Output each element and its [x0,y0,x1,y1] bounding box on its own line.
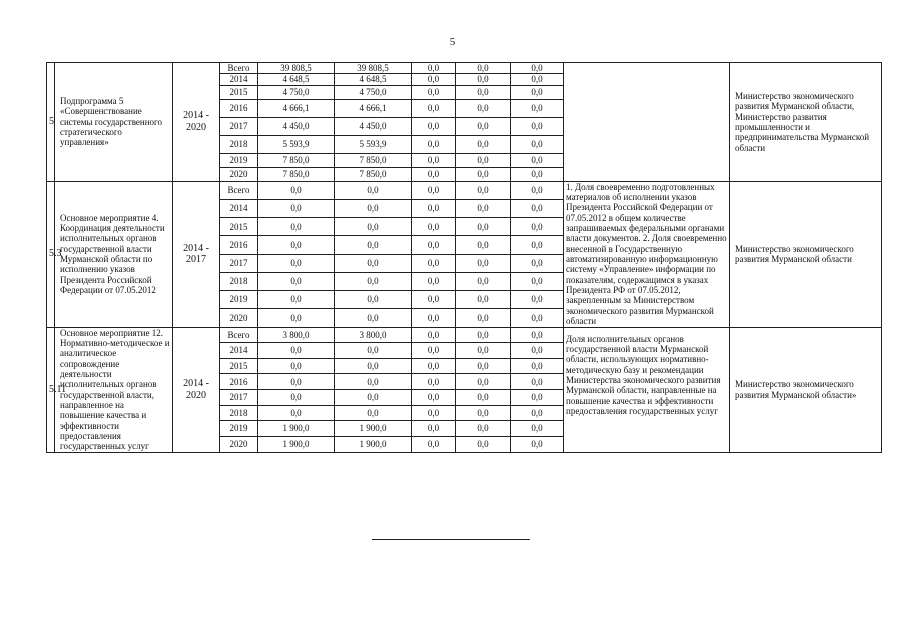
value-cell: 39 808,5 [335,63,412,74]
value-cell: 4 666,1 [258,99,335,117]
year-cell: 2019 [220,153,258,167]
value-cell: 3 800,0 [258,327,335,343]
value-cell: 0,0 [456,199,511,217]
year-cell: 2015 [220,85,258,99]
responsible-cell: Министерство экономического развития Мурманской области, Министерство развития промышленности и предпринимательства Мурманской области [730,63,882,182]
value-cell: 0,0 [412,199,456,217]
block-name: Основное мероприятие 12. Нормативно-методическое и аналитическое сопровождение деятельности исполнительных органов государственной власти, направленное на повышение качества и эффективности предоставления государственных услуг [55,327,173,452]
value-cell: 0,0 [412,153,456,167]
value-cell: 0,0 [511,309,564,327]
value-cell: 0,0 [258,218,335,236]
value-cell: 1 900,0 [335,436,412,452]
block-number: 5 [47,63,55,182]
year-cell: Всего [220,63,258,74]
block-number: 5.11 [47,327,55,452]
value-cell: 4 450,0 [258,117,335,135]
value-cell: 0,0 [335,218,412,236]
value-cell: 0,0 [412,421,456,437]
year-cell: 2018 [220,272,258,290]
value-cell: 0,0 [456,74,511,85]
value-cell: 0,0 [511,74,564,85]
block-name: Подпрограмма 5 «Совершенствование системы государственного стратегического управления» [55,63,173,182]
value-cell: 0,0 [258,358,335,374]
year-cell: 2017 [220,390,258,406]
block-number: 5.3 [47,181,55,327]
value-cell: 0,0 [456,153,511,167]
year-cell: 2016 [220,374,258,390]
value-cell: 0,0 [335,405,412,421]
value-cell: 1 900,0 [335,421,412,437]
value-cell: 0,0 [456,390,511,406]
value-cell: 4 750,0 [258,85,335,99]
indicator-cell: 1. Доля своевременно подготовленных материалов об исполнении указов Президента Российской Федерации от 07.05.2012 в общем количестве запрашиваемых федеральными органами власти документов. 2. Доля своевременно внесенной в Государственную автоматизированную информационную систему «Управление» информации по показателям, содержащимся в указах Президента РФ от 07.05.2012, закрепленным за Министерством экономического развития Мурманской области [564,181,730,327]
value-cell: 0,0 [412,358,456,374]
value-cell: 7 850,0 [258,153,335,167]
value-cell: 0,0 [456,374,511,390]
value-cell: 0,0 [511,374,564,390]
year-cell: 2014 [220,199,258,217]
value-cell: 0,0 [456,358,511,374]
value-cell: 0,0 [335,236,412,254]
value-cell: 0,0 [511,117,564,135]
value-cell: 0,0 [456,309,511,327]
value-cell: 3 800,0 [335,327,412,343]
block-period: 2014 - 2020 [173,63,220,182]
value-cell: 0,0 [412,436,456,452]
value-cell: 0,0 [412,272,456,290]
table-body [47,63,882,453]
value-cell: 0,0 [335,374,412,390]
value-cell: 0,0 [412,405,456,421]
value-cell: 7 850,0 [335,153,412,167]
value-cell: 0,0 [335,309,412,327]
value-cell: 0,0 [511,436,564,452]
value-cell: 0,0 [511,358,564,374]
value-cell: 5 593,9 [258,135,335,153]
value-cell: 0,0 [511,343,564,359]
year-cell: 2020 [220,309,258,327]
value-cell: 0,0 [456,63,511,74]
value-cell: 0,0 [511,236,564,254]
value-cell: 4 450,0 [335,117,412,135]
year-cell: 2017 [220,117,258,135]
value-cell: 7 850,0 [258,167,335,181]
value-cell: 0,0 [412,390,456,406]
indicator-cell [564,63,730,182]
value-cell: 1 900,0 [258,421,335,437]
program-table [46,62,882,453]
block-name: Основное мероприятие 4. Координация деятельности исполнительных органов государственной власти Мурманской области по исполнению указов Президента Российской Федерации от 07.05.2012 [55,181,173,327]
value-cell: 0,0 [456,343,511,359]
value-cell: 7 850,0 [335,167,412,181]
value-cell: 0,0 [456,291,511,309]
year-cell: 2014 [220,343,258,359]
value-cell: 0,0 [511,153,564,167]
page-number: 5 [449,36,456,48]
value-cell: 0,0 [412,291,456,309]
value-cell: 0,0 [511,390,564,406]
table-row [47,181,882,199]
year-cell: 2020 [220,436,258,452]
value-cell: 0,0 [335,390,412,406]
value-cell: 0,0 [456,405,511,421]
table-row [47,327,882,343]
value-cell: 1 900,0 [258,436,335,452]
value-cell: 0,0 [412,74,456,85]
value-cell: 0,0 [335,272,412,290]
value-cell: 0,0 [456,167,511,181]
value-cell: 0,0 [456,436,511,452]
year-cell: 2016 [220,236,258,254]
value-cell: 0,0 [412,236,456,254]
value-cell: 0,0 [412,85,456,99]
year-cell: 2019 [220,421,258,437]
value-cell: 0,0 [412,167,456,181]
value-cell: 0,0 [258,199,335,217]
value-cell: 0,0 [456,236,511,254]
value-cell: 0,0 [511,272,564,290]
value-cell: 0,0 [258,390,335,406]
value-cell: 0,0 [412,218,456,236]
value-cell: 0,0 [258,181,335,199]
value-cell: 0,0 [511,135,564,153]
value-cell: 0,0 [258,309,335,327]
responsible-cell: Министерство экономического развития Мурманской области» [730,327,882,452]
value-cell: 0,0 [258,236,335,254]
value-cell: 0,0 [258,272,335,290]
value-cell: 0,0 [258,343,335,359]
value-cell: 0,0 [456,85,511,99]
responsible-cell: Министерство экономического развития Мурманской области [730,181,882,327]
value-cell: 0,0 [335,343,412,359]
value-cell: 4 750,0 [335,85,412,99]
value-cell: 0,0 [412,135,456,153]
value-cell: 39 808,5 [258,63,335,74]
value-cell: 5 593,9 [335,135,412,153]
year-cell: 2015 [220,358,258,374]
value-cell: 0,0 [511,218,564,236]
value-cell: 0,0 [456,117,511,135]
year-cell: 2020 [220,167,258,181]
value-cell: 0,0 [412,63,456,74]
year-cell: Всего [220,181,258,199]
indicator-cell: Доля исполнительных органов государственной власти Мурманской области, использующих нормативно-методическую базу и рекомендации Министерства экономического развития Мурманской области, направленные на повышение качества и эффективности предоставления государственных услуг [564,327,730,452]
value-cell: 0,0 [456,181,511,199]
value-cell: 0,0 [258,291,335,309]
end-separator-line [372,539,530,540]
value-cell: 0,0 [456,218,511,236]
value-cell: 0,0 [412,309,456,327]
value-cell: 0,0 [456,272,511,290]
value-cell: 0,0 [258,254,335,272]
value-cell: 0,0 [456,421,511,437]
value-cell: 0,0 [456,254,511,272]
value-cell: 0,0 [335,254,412,272]
year-cell: 2014 [220,74,258,85]
value-cell: 0,0 [511,254,564,272]
year-cell: 2016 [220,99,258,117]
value-cell: 0,0 [412,181,456,199]
value-cell: 0,0 [511,291,564,309]
value-cell: 0,0 [511,327,564,343]
value-cell: 0,0 [511,99,564,117]
year-cell: Всего [220,327,258,343]
value-cell: 0,0 [511,405,564,421]
value-cell: 0,0 [412,374,456,390]
year-cell: 2018 [220,405,258,421]
value-cell: 4 666,1 [335,99,412,117]
value-cell: 0,0 [335,358,412,374]
value-cell: 4 648,5 [258,74,335,85]
value-cell: 0,0 [258,374,335,390]
table-row [47,63,882,74]
value-cell: 0,0 [412,327,456,343]
value-cell: 0,0 [412,254,456,272]
value-cell: 0,0 [511,167,564,181]
value-cell: 0,0 [456,135,511,153]
value-cell: 0,0 [412,117,456,135]
block-period: 2014 - 2020 [173,327,220,452]
year-cell: 2017 [220,254,258,272]
block-period: 2014 - 2017 [173,181,220,327]
year-cell: 2019 [220,291,258,309]
value-cell: 0,0 [511,181,564,199]
value-cell: 0,0 [456,99,511,117]
value-cell: 0,0 [258,405,335,421]
value-cell: 0,0 [511,421,564,437]
value-cell: 0,0 [335,181,412,199]
year-cell: 2018 [220,135,258,153]
year-cell: 2015 [220,218,258,236]
value-cell: 0,0 [412,99,456,117]
value-cell: 0,0 [335,199,412,217]
value-cell: 0,0 [335,291,412,309]
value-cell: 0,0 [412,343,456,359]
value-cell: 0,0 [511,63,564,74]
value-cell: 4 648,5 [335,74,412,85]
value-cell: 0,0 [511,199,564,217]
value-cell: 0,0 [456,327,511,343]
value-cell: 0,0 [511,85,564,99]
